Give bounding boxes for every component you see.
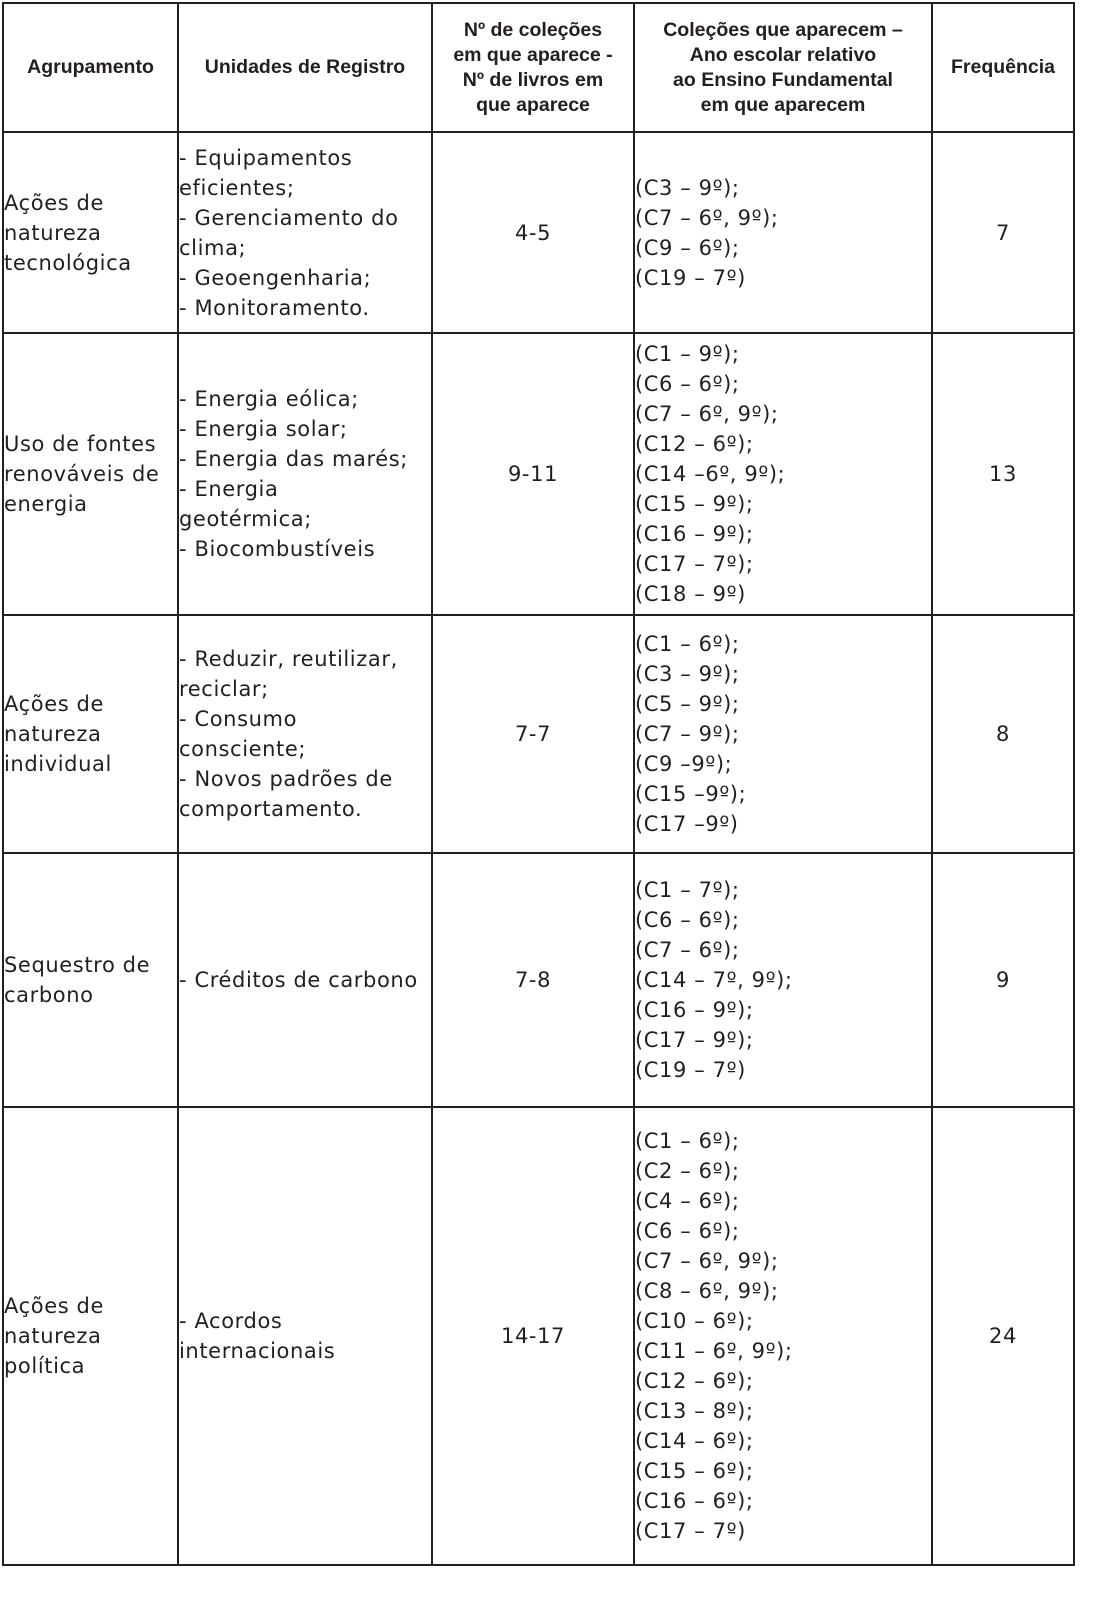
table-row (3, 132, 1074, 333)
unidades-cell (178, 1107, 432, 1565)
unidades-cell-line: - Biocombustíveis (179, 537, 376, 561)
colecoes-cell-line: (C15 – 6º); (635, 1459, 754, 1483)
agrupamento-cell-line: Ações de (4, 692, 104, 716)
header-line: Nº de coleções (463, 18, 603, 41)
header-line: Coleções que aparecem – (663, 18, 903, 41)
colecoes-cell-line: (C7 – 6º, 9º); (635, 205, 779, 230)
colecoes-livros-cell: 7-8 (432, 853, 634, 1107)
unidades-cell-line: - Energia das marés; (179, 447, 408, 471)
colecoes-cell-line: (C1 – 9º); (635, 342, 740, 366)
colecoes-cell-line: (C3 – 9º); (635, 175, 740, 200)
agrupamento-cell-line: natureza (4, 220, 102, 245)
unidades-cell-line: - Reduzir, reutilizar, (179, 647, 398, 671)
header-line: que aparece (476, 93, 590, 116)
header-row (3, 3, 1074, 132)
agrupamento-cell (3, 615, 178, 853)
header-frequencia: Frequência (932, 3, 1074, 132)
header-agrupamento: Agrupamento (3, 3, 178, 132)
table-row (3, 333, 1074, 615)
colecoes-cell-line: (C2 – 6º); (635, 1159, 740, 1183)
colecoes-cell-line: (C10 – 6º); (635, 1309, 754, 1333)
colecoes-livros-cell: 9-11 (432, 333, 634, 615)
colecoes-cell-line: (C1 – 6º); (635, 1129, 740, 1153)
colecoes-cell-line: (C18 – 9º) (635, 582, 746, 606)
unidades-cell-line: - Equipamentos (179, 145, 353, 170)
colecoes-cell-line: (C7 – 6º, 9º); (635, 1249, 779, 1273)
unidades-cell-line: - Gerenciamento do (179, 205, 399, 230)
frequencia-cell: 24 (932, 1107, 1074, 1565)
header-line: em que aparecem (700, 93, 866, 116)
colecoes-cell-line: (C6 – 6º); (635, 372, 740, 396)
agrupamento-cell-line: individual (4, 752, 112, 776)
unidades-cell-line: eficientes; (179, 175, 295, 200)
colecoes-cell-line: (C9 –9º); (635, 752, 733, 776)
agrupamento-cell-line: renováveis de (4, 462, 160, 486)
colecoes-cell-line: (C4 – 6º); (635, 1189, 740, 1213)
colecoes-cell-line: (C16 – 9º); (635, 522, 754, 546)
colecoes-cell-line: (C17 – 7º) (635, 1519, 746, 1543)
table-body (3, 132, 1074, 1565)
colecoes-cell-line: (C1 – 7º); (635, 878, 740, 902)
agrupamento-cell-line: tecnológica (4, 250, 132, 275)
header-unidades: Unidades de Registro (178, 3, 432, 132)
header-line: em que aparece - (453, 43, 613, 66)
unidades-cell-line: clima; (179, 235, 247, 260)
unidades-cell-line: - Energia (179, 477, 279, 501)
unidades-cell (178, 132, 432, 333)
colecoes-cell-line: (C7 – 6º, 9º); (635, 402, 779, 426)
colecoes-livros-cell: 7-7 (432, 615, 634, 853)
unidades-cell-line: - Monitoramento. (179, 295, 370, 320)
agrupamento-cell (3, 853, 178, 1107)
agrupamento-cell-line: Ações de (4, 1294, 104, 1318)
table-row (3, 615, 1074, 853)
header-line: Ano escolar relativo (689, 43, 877, 66)
unidades-cell-line: - Energia eólica; (179, 387, 359, 411)
agrupamento-cell-line: Uso de fontes (4, 432, 157, 456)
data-table (2, 2, 1075, 1566)
colecoes-cell-line: (C5 – 9º); (635, 692, 740, 716)
unidades-cell-line: - Acordos (179, 1309, 283, 1333)
unidades-cell-line: - Energia solar; (179, 417, 348, 441)
unidades-cell (178, 615, 432, 853)
unidades-cell-line: comportamento. (179, 797, 363, 821)
colecoes-cell-line: (C3 – 9º); (635, 662, 740, 686)
unidades-cell-line: - Consumo (179, 707, 298, 731)
agrupamento-cell-line: energia (4, 492, 88, 516)
agrupamento-cell-line: Sequestro de (4, 953, 151, 977)
agrupamento-cell-line: carbono (4, 983, 94, 1007)
colecoes-cell-line: (C14 – 6º); (635, 1429, 754, 1453)
colecoes-cell-line: (C17 – 7º); (635, 552, 754, 576)
header-line: ao Ensino Fundamental (673, 68, 893, 91)
colecoes-cell-line: (C8 – 6º, 9º); (635, 1279, 779, 1303)
colecoes-cell-line: (C6 – 6º); (635, 1219, 740, 1243)
agrupamento-cell (3, 132, 178, 333)
colecoes-livros-cell: 4-5 (432, 132, 634, 333)
unidades-cell-line: - Novos padrões de (179, 767, 393, 791)
frequencia-cell: 7 (932, 132, 1074, 333)
colecoes-cell-line: (C12 – 6º); (635, 432, 754, 456)
colecoes-cell-line: (C1 – 6º); (635, 632, 740, 656)
unidades-cell (178, 853, 432, 1107)
colecoes-cell-line: (C9 – 6º); (635, 235, 740, 260)
colecoes-cell (634, 132, 932, 333)
colecoes-cell-line: (C16 – 9º); (635, 998, 754, 1022)
unidades-cell-line: - Geoengenharia; (179, 265, 372, 290)
colecoes-cell-line: (C19 – 7º) (635, 1058, 746, 1082)
colecoes-cell-line: (C14 –6º, 9º); (635, 462, 786, 486)
unidades-cell (178, 333, 432, 615)
colecoes-cell-line: (C17 –9º) (635, 812, 739, 836)
colecoes-cell-line: (C11 – 6º, 9º); (635, 1339, 793, 1363)
colecoes-cell-line: (C7 – 6º); (635, 938, 740, 962)
colecoes-cell-line: (C14 – 7º, 9º); (635, 968, 793, 992)
colecoes-cell-line: (C13 – 8º); (635, 1399, 754, 1423)
colecoes-cell (634, 853, 932, 1107)
colecoes-livros-cell: 14-17 (432, 1107, 634, 1565)
agrupamento-cell (3, 333, 178, 615)
colecoes-cell-line: (C6 – 6º); (635, 908, 740, 932)
frequencia-cell: 13 (932, 333, 1074, 615)
colecoes-cell (634, 333, 932, 615)
colecoes-cell-line: (C7 – 9º); (635, 722, 740, 746)
colecoes-cell (634, 1107, 932, 1565)
unidades-cell-line: reciclar; (179, 677, 269, 701)
table-row (3, 1107, 1074, 1565)
table-row (3, 853, 1074, 1107)
colecoes-cell (634, 615, 932, 853)
unidades-cell-line: geotérmica; (179, 507, 312, 531)
colecoes-cell-line: (C15 – 9º); (635, 492, 754, 516)
agrupamento-cell-line: natureza (4, 1324, 102, 1348)
header-colecoes-livros (432, 3, 634, 132)
agrupamento-cell (3, 1107, 178, 1565)
unidades-cell-line: consciente; (179, 737, 307, 761)
colecoes-cell-line: (C15 –9º); (635, 782, 747, 806)
agrupamento-cell-line: política (4, 1354, 86, 1378)
colecoes-cell-line: (C17 – 9º); (635, 1028, 754, 1052)
header-colecoes-ano (634, 3, 932, 132)
agrupamento-cell-line: Ações de (4, 190, 104, 215)
frequencia-cell: 9 (932, 853, 1074, 1107)
agrupamento-cell-line: natureza (4, 722, 102, 746)
colecoes-cell-line: (C19 – 7º) (635, 265, 746, 290)
colecoes-cell-line: (C12 – 6º); (635, 1369, 754, 1393)
unidades-cell-line: - Créditos de carbono (179, 968, 418, 992)
header-line: Nº de livros em (462, 68, 604, 91)
colecoes-cell-line: (C16 – 6º); (635, 1489, 754, 1513)
unidades-cell-line: internacionais (179, 1339, 336, 1363)
frequencia-cell: 8 (932, 615, 1074, 853)
